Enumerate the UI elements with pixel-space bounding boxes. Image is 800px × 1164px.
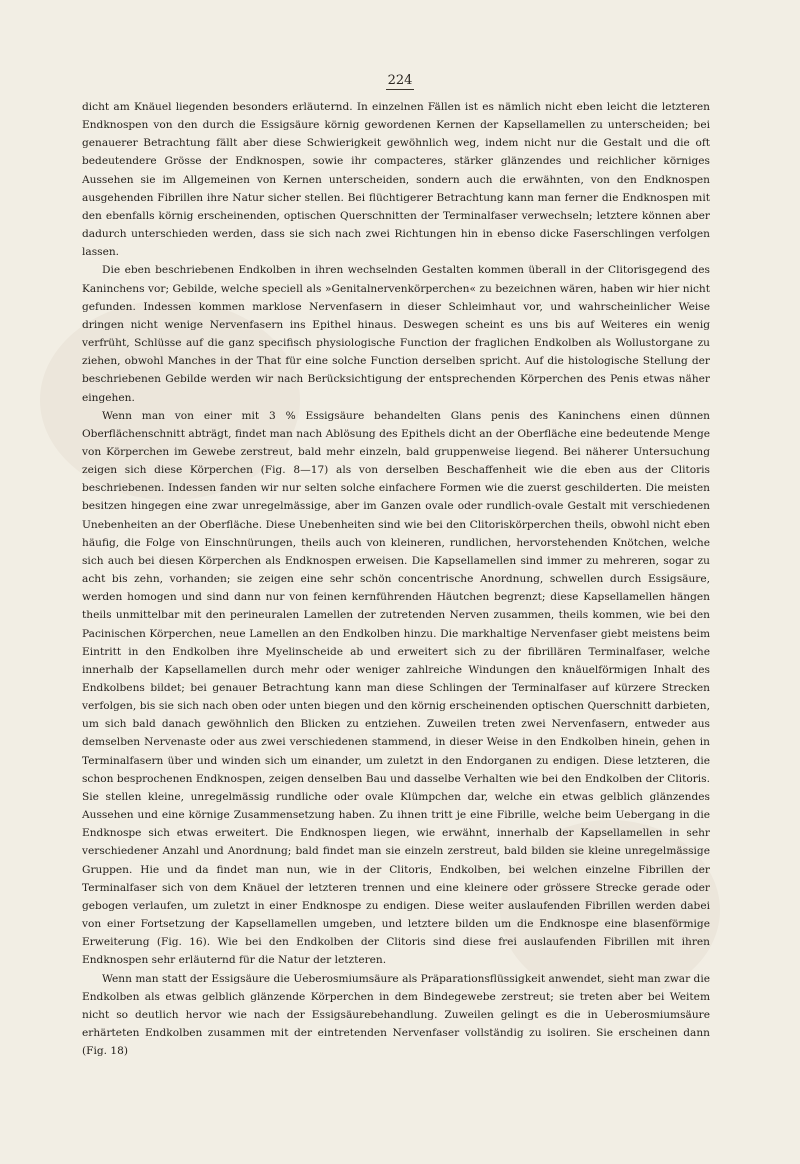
- paragraph: dicht am Knäuel liegenden besonders erläuternd. In einzelnen Fällen ist es nämlich nicht eben leicht die letzteren Endknospen von den durch die Essigsäure körnig gewordenen Kernen der Kapsellamellen zu unterscheiden; bei genauerer Betrachtung fällt aber diese Schwierigkeit gewöhnlich weg, indem nicht nur die Gestalt und die oft bedeutendere Grösse der Endknospen, sowie ihr compacteres, stärker glänzendes und reichlicher körniges Aussehen sie im Allgemeinen von Kernen unterscheiden, sondern auch die erwähnten, von den Endknospen ausgehenden Fibrillen ihre Natur sicher stellen. Bei flüchtigerer Betrachtung kann man ferner die Endknospen mit den ebenfalls körnig erscheinenden, optischen Querschnitten der Terminalfaser verwechseln; letztere können aber dadurch unterschieden werden, dass sie sich nach zwei Richtungen hin in ebenso dicke Faserschlingen verfolgen lassen.: [82, 101, 710, 259]
- paragraph: Die eben beschriebenen Endkolben in ihren wechselnden Gestalten kommen überall in der Clitorisgegend des Kaninchens vor; Gebilde, welche speciell als »Genitalnervenkörperchen« zu bezeichnen wären, haben wir hier nicht gefunden. Indessen kommen marklose Nervenfasern in dieser Schleimhaut vor, und wahrscheinlicher Weise dringen nicht wenige Nervenfasern ins Epithel hinaus. Deswegen scheint es uns bis auf Weiteres ein wenig verfrüht, Schlüsse auf die ganz specifisch physiologische Function der fraglichen Endkolben als Wollustorgane zu ziehen, obwohl Manches in der That für eine solche Function derselben spricht. Auf die histologische Stellung der beschriebenen Gebilde werden wir nach Berücksichtigung der entsprechenden Körperchen des Penis etwas näher eingehen.: [82, 264, 710, 404]
- page-number-text: 224: [387, 73, 413, 88]
- paragraph: Wenn man statt der Essigsäure die Ueberosmiumsäure als Präparationsflüssigkeit anwendet, sieht man zwar die Endkolben als etwas gelblich glänzende Körperchen in dem Bindegewebe zerstreut; sie treten aber bei Weitem nicht so deutlich hervor wie nach der Essigsäurebehandlung. Zuweilen gelingt es die in Ueberosmiumsäure erhärteten Endkolben zusammen mit der eintretenden Nervenfaser vollständig zu isoliren. Sie erscheinen dann (Fig. 18): [82, 972, 710, 1058]
- body-text: [82, 98, 710, 1060]
- page-number: [0, 73, 800, 90]
- paragraph: Wenn man von einer mit 3 % Essigsäure behandelten Glans penis des Kaninchens einen dünnen Oberflächenschnitt abträgt, findet man nach Ablösung des Epithels dicht an der Oberfläche eine bedeutende Menge von Körperchen im Gewebe zerstreut, bald mehr einzeln, bald gruppenweise liegend. Bei näherer Untersuchung zeigen sich diese Körperchen (Fig. 8—17) als von derselben Beschaffenheit wie die eben aus der Clitoris beschriebenen. Indessen fanden wir nur selten solche einfachere Formen wie die zuerst geschilderten. Die meisten besitzen hingegen eine zwar unregelmässige, aber im Ganzen ovale oder rundlich-ovale Gestalt mit verschiedenen Unebenheiten an der Oberfläche. Diese Unebenheiten sind wie bei den Clitoriskörperchen theils, obwohl nicht eben häufig, die Folge von Einschnürungen, theils auch von kleineren, rundlichen, hervorstehenden Knötchen, welche sich auch bei diesen Körperchen als Endknospen erweisen. Die Kapsellamellen sind immer zu mehreren, sogar zu acht bis zehn, vorhanden; sie zeigen eine sehr schön concentrische Anordnung, schwellen durch Essigsäure, werden homogen und sind dann nur von feinen kernführenden Häutchen begrenzt; diese Kapsellamellen hängen theils unmittelbar mit den perineuralen Lamellen der zutretenden Nerven zusammen, theils kommen, wie bei den Pacinischen Körperchen, neue Lamellen an den Endkolben hinzu. Die markhaltige Nervenfaser giebt meistens beim Eintritt in den Endkolben ihre Myelinscheide ab und erweitert sich zu der fibrillären Terminalfaser, welche innerhalb der Kapsellamellen durch mehr oder weniger zahlreiche Windungen den knäuelförmigen Inhalt des Endkolbens bildet; bei genauer Betrachtung kann man diese Schlingen der Terminalfaser auf kürzere Strecken verfolgen, bis sie sich nach oben oder unten biegen und den körnig erscheinenden optischen Querschnitt darbieten, um sich bald danach gewöhnlich den Blicken zu entziehen. Zuweilen treten zwei Nervenfasern, entweder aus demselben Nervenaste oder aus zwei verschiedenen stammend, in dieser Weise in den Endkolben hinein, gehen in Terminalfasern über und winden sich um einander, um zuletzt in den Endorganen zu endigen. Diese letzteren, die schon besprochenen Endknospen, zeigen denselben Bau und dasselbe Verhalten wie bei den Endkolben der Clitoris. Sie stellen kleine, unregelmässig rundliche oder ovale Klümpchen dar, welche ein etwas gelblich glänzendes Aussehen und eine körnige Zusammensetzung haben. Zu ihnen tritt je eine Fibrille, welche beim Uebergang in die Endknospe sich etwas erweitert. Die Endknospen liegen, wie erwähnt, innerhalb der Kapsellamellen in sehr verschiedener Anzahl und Anordnung; bald findet man sie einzeln zerstreut, bald bilden sie kleine unregelmässige Gruppen. Hie und da findet man nun, wie in der Clitoris, Endkolben, bei welchen einzelne Fibrillen der Terminalfaser sich von dem Knäuel der letzteren trennen und eine kleinere oder grössere Strecke gerade oder gebogen verlaufen, um zuletzt in einer Endknospe zu endigen. Diese weiter auslaufenden Fibrillen werden dabei von einer Fortsetzung der Kapsellamellen umgeben, und letztere bilden um die Endknospe eine blasenförmige Erweiterung (Fig. 16). Wie bei den Endkolben der Clitoris sind diese frei auslaufenden Fibrillen mit ihren Endknospen sehr erläuternd für die Natur der letzteren.: [82, 409, 710, 967]
